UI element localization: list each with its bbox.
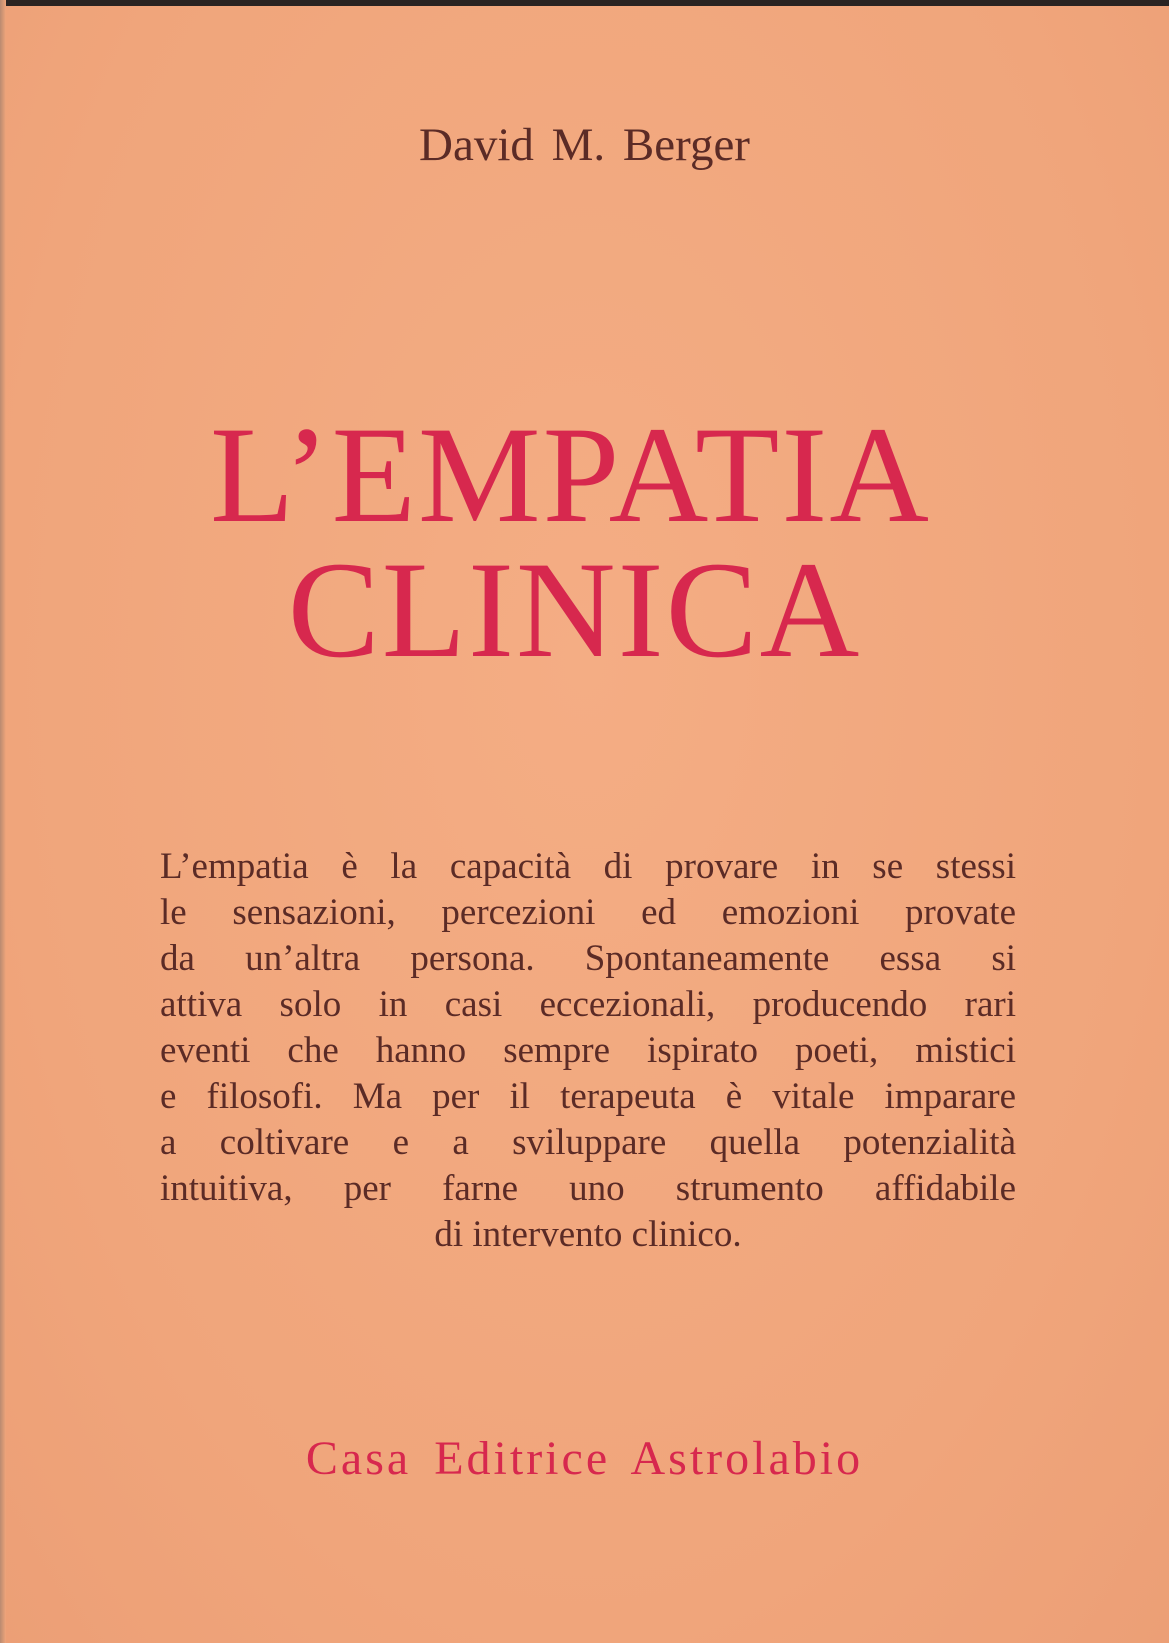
author-name: David M. Berger [419, 119, 750, 171]
blurb-line: a coltivare e a sviluppare quella potenzialità [160, 1122, 1016, 1163]
blurb-line: le sensazioni, percezioni ed emozioni provate [160, 892, 1016, 933]
title-line-2: CLINICA [287, 533, 862, 686]
blurb-line: attiva solo in casi eccezionali, producendo rari [160, 984, 1016, 1025]
blurb-line: intuitiva, per farne uno strumento affidabile [160, 1168, 1016, 1209]
book-cover [0, 6, 1169, 1643]
blurb-line: di intervento clinico. [434, 1214, 742, 1255]
blurb-line: L’empatia è la capacità di provare in se stessi [160, 846, 1016, 887]
blurb-line: eventi che hanno sempre ispirato poeti, mistici [160, 1030, 1016, 1071]
blurb [160, 844, 1016, 1258]
blurb-line: e filosofi. Ma per il terapeuta è vitale imparare [160, 1076, 1016, 1117]
cover-edge [0, 0, 6, 1643]
title-line-1: L’EMPATIA [210, 398, 931, 551]
blurb-line: da un’altra persona. Spontaneamente essa si [160, 938, 1016, 979]
publisher-name: Casa Editrice Astrolabio [305, 1432, 864, 1485]
